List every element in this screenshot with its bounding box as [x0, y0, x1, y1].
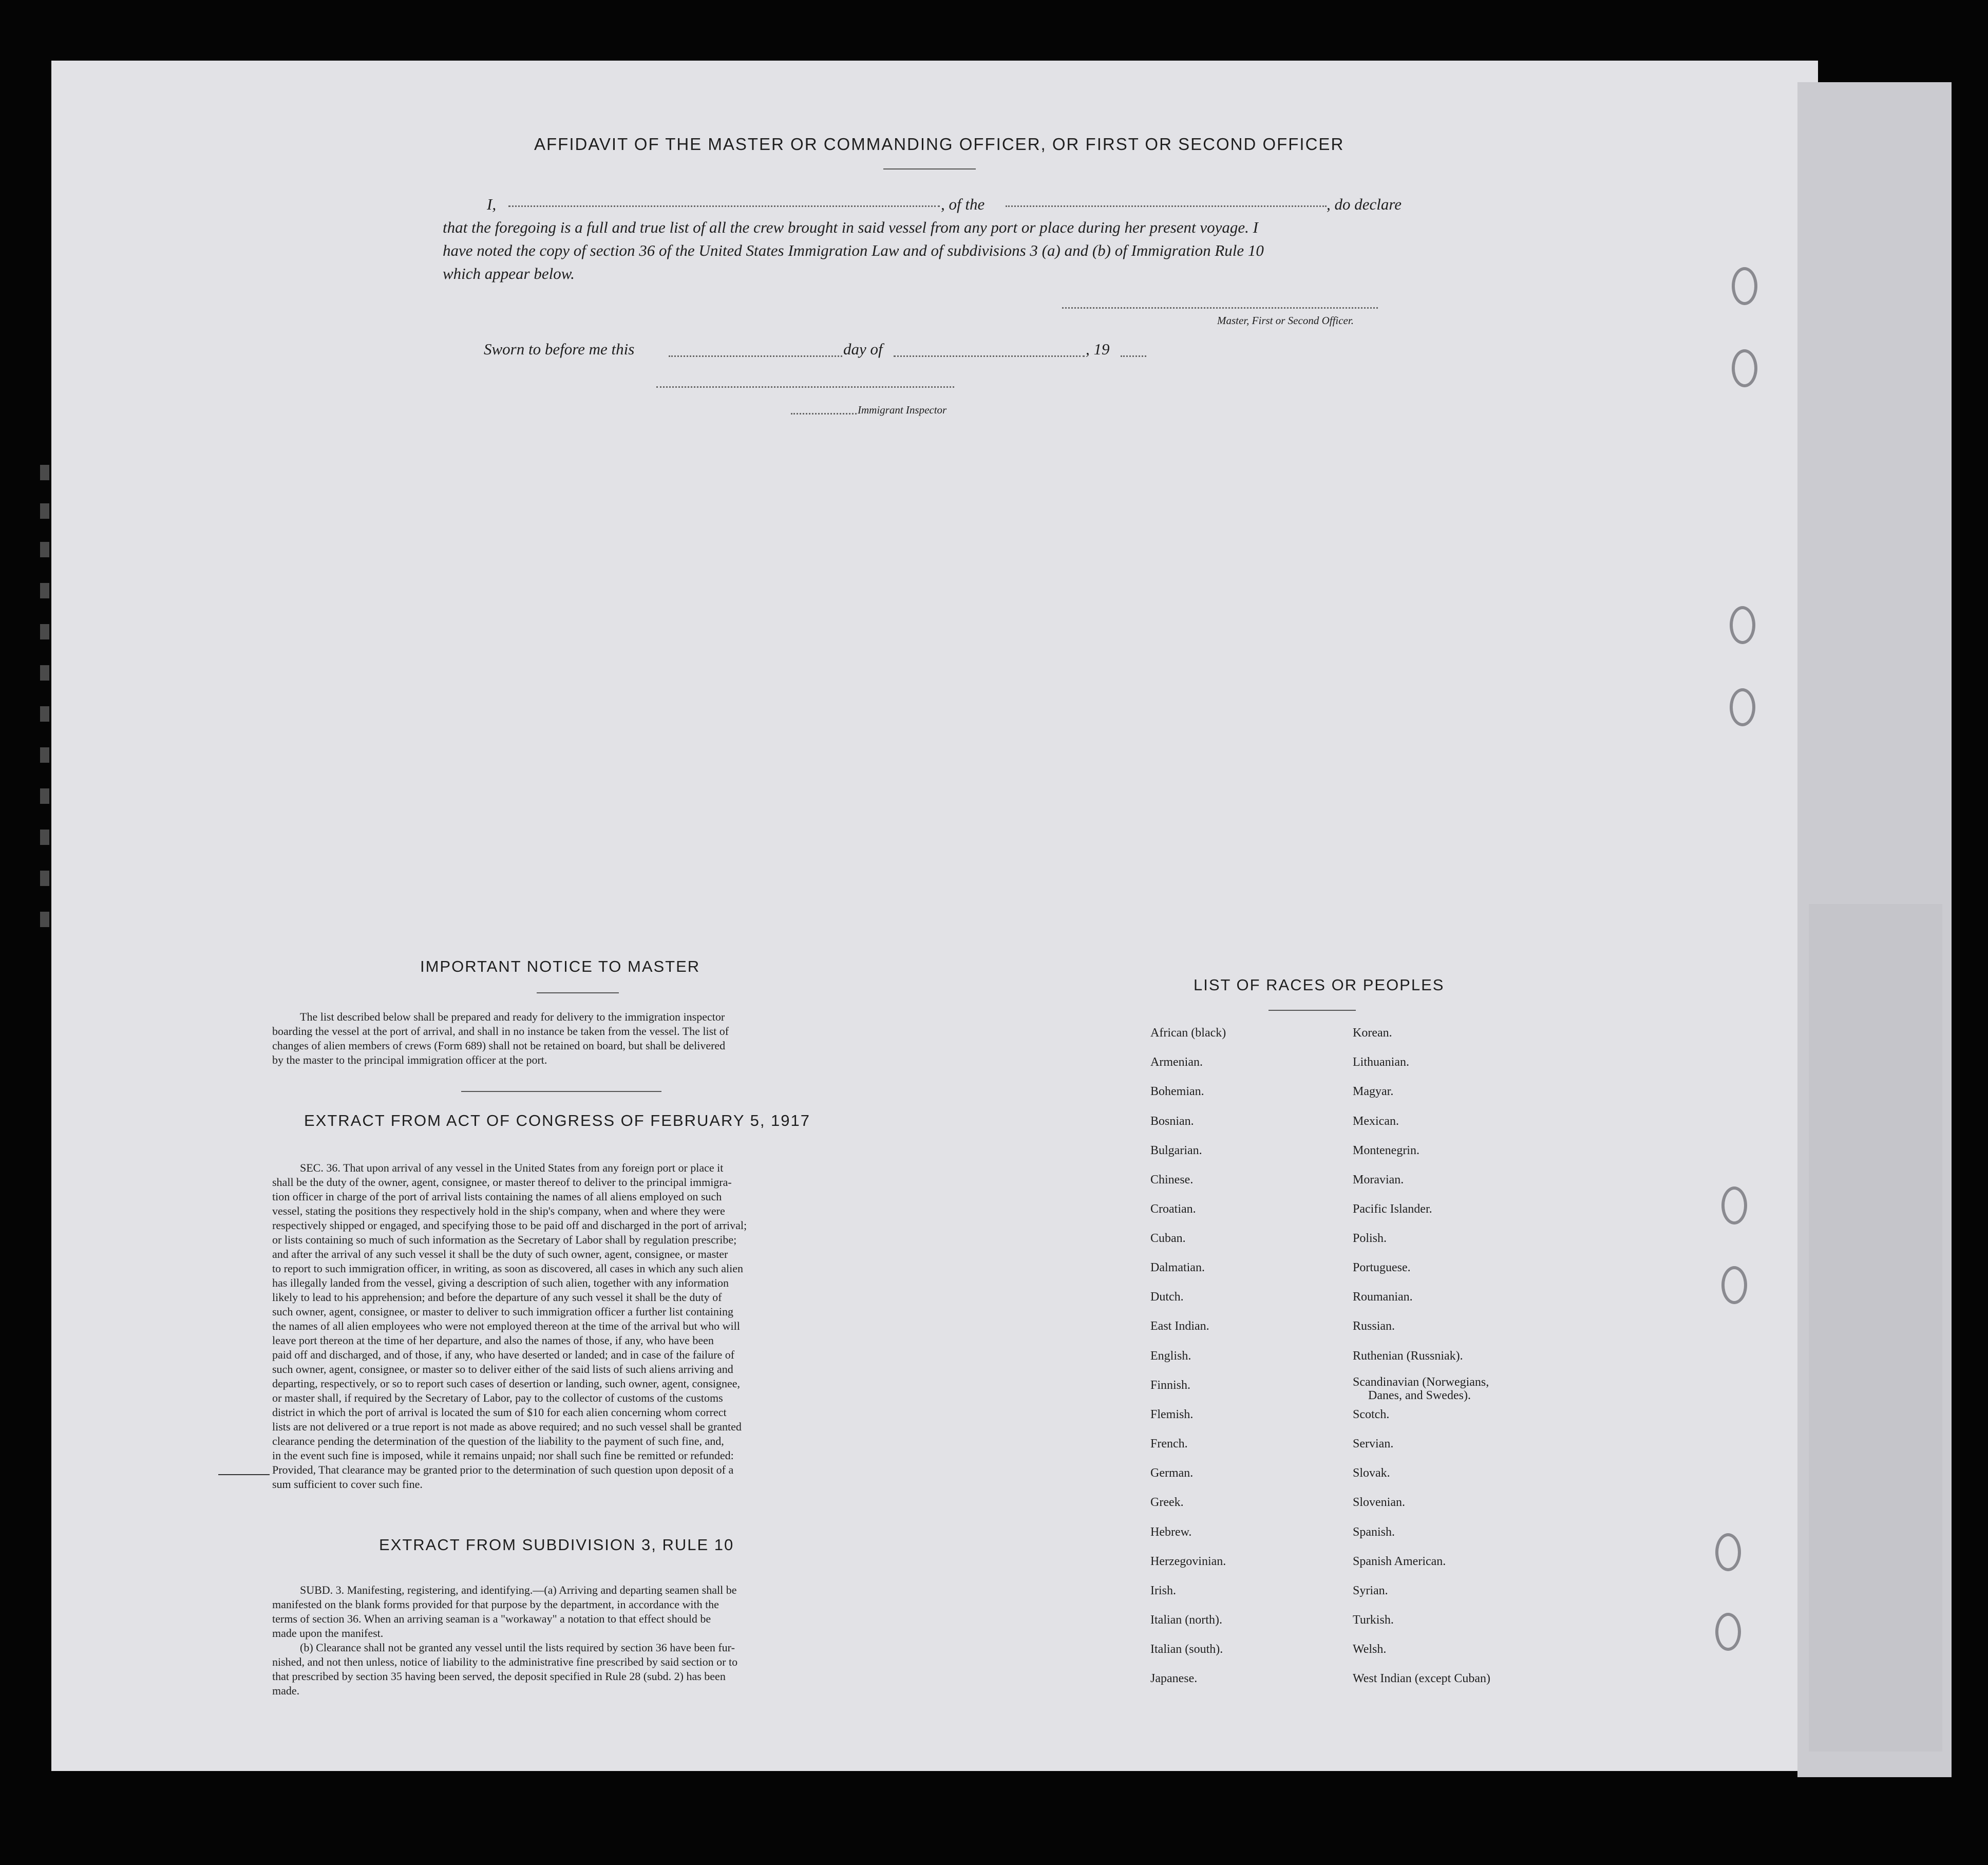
divider [883, 168, 976, 169]
margin-tick [40, 830, 49, 845]
rule-line: nished, and not then unless, notice of liability to the administrative fine prescribed by said section or to [272, 1655, 738, 1668]
race-right: Welsh. [1353, 1643, 1387, 1656]
act-title: EXTRACT FROM ACT OF CONGRESS OF FEBRUARY 5, 1917 [304, 1112, 811, 1129]
inspector-signature-line [656, 386, 954, 388]
race-right: Spanish. [1353, 1525, 1395, 1539]
notice-line: The list described below shall be prepared and ready for delivery to the immigration inspector [300, 1010, 725, 1023]
race-left: Italian (south). [1150, 1643, 1223, 1656]
act-line: departing, respectively, or so to report such cases of desertion or landing, such owner, agent, consignee, [272, 1377, 741, 1390]
act-line: likely to lead to his apprehension; and before the departure of any such vessel it shall be the duty of [272, 1291, 722, 1304]
rule-line: made upon the manifest. [272, 1627, 384, 1640]
race-right: Lithuanian. [1353, 1056, 1409, 1069]
race-right: Scotch. [1353, 1408, 1390, 1421]
race-left: Bohemian. [1150, 1085, 1204, 1098]
act-line: and after the arrival of any such vessel it shall be the duty of such owner, agent, consignee, or master [272, 1248, 728, 1260]
notice-line: changes of alien members of crews (Form 689) shall not be retained on board, but shall be delivered [272, 1039, 726, 1052]
act-line: shall be the duty of the owner, agent, consignee, or master thereof to deliver to the principal immigra- [272, 1176, 732, 1189]
race-left: French. [1150, 1437, 1188, 1450]
affidavit-title: AFFIDAVIT OF THE MASTER OR COMMANDING OFFICER, OR FIRST OR SECOND OFFICER [534, 135, 1345, 154]
act-line: has illegally landed from the vessel, giving a description of such alien, together with any information [272, 1276, 729, 1289]
act-line: leave port thereon at the time of her departure, and also the names of those, if any, who have been [272, 1334, 714, 1347]
act-line: or lists containing so much of such information as the Secretary of Labor shall by regulation prescribe; [272, 1233, 737, 1246]
race-right: Moravian. [1353, 1173, 1404, 1186]
races-title: LIST OF RACES OR PEOPLES [1194, 976, 1445, 994]
act-line: tion officer in charge of the port of arrival lists containing the names of all aliens employed on such [272, 1190, 722, 1203]
race-right: Slovak. [1353, 1466, 1390, 1480]
document-sheet [51, 61, 1818, 1771]
act-line: respectively shipped or engaged, and specifying those to be paid off and discharged in the port of arrival; [272, 1219, 747, 1232]
margin-tick [40, 665, 49, 681]
master-signature-line [1062, 307, 1378, 309]
race-left: Finnish. [1150, 1379, 1191, 1392]
year-label: , 19 [1086, 340, 1110, 358]
binder-hole [1715, 1533, 1741, 1571]
act-line: the names of all alien employees who were not employed thereon at the time of the arrival but who will [272, 1320, 740, 1332]
affidavit-declare-label: , do declare [1327, 195, 1402, 213]
act-body [272, 1161, 747, 1492]
margin-tick [40, 542, 49, 557]
act-line: vessel, stating the positions they respectively hold in the ship's company, when and where they were [272, 1204, 725, 1217]
race-right-continued: Danes, and Swedes). [1368, 1389, 1471, 1402]
race-right: Spanish American. [1353, 1555, 1446, 1568]
act-line: sum sufficient to cover such fine. [272, 1478, 423, 1491]
margin-tick [40, 465, 49, 480]
race-left: Japanese. [1150, 1672, 1198, 1685]
race-right: Ruthenian (Russniak). [1353, 1349, 1463, 1363]
race-right: Magyar. [1353, 1085, 1394, 1098]
race-right: Syrian. [1353, 1584, 1388, 1597]
notice-line: boarding the vessel at the port of arrival, and shall in no instance be taken from the vessel. The list of [272, 1025, 729, 1038]
affidavit-i-label: I, [487, 195, 497, 213]
act-line: district in which the port of arrival is located the sum of $10 for each alien concerning whom correct [272, 1406, 727, 1419]
binder-hole [1721, 1266, 1747, 1304]
rule-body [272, 1583, 737, 1698]
act-line: Provided, That clearance may be granted prior to the determination of such question upon deposit of a [272, 1463, 734, 1476]
race-left: African (black) [1150, 1026, 1226, 1040]
race-right: Mexican. [1353, 1115, 1399, 1128]
divider [461, 1091, 661, 1092]
race-left: German. [1150, 1466, 1194, 1480]
notice-title: IMPORTANT NOTICE TO MASTER [420, 957, 700, 975]
rule-line: manifested on the blank forms provided for that purpose by the department, in accordance with the [272, 1598, 719, 1611]
divider [1268, 1010, 1356, 1011]
margin-tick [40, 871, 49, 886]
binder-hole [1732, 349, 1757, 387]
binder-hole [1721, 1186, 1747, 1225]
act-line: clearance pending the determination of the question of the liability to the payment of such fine, and, [272, 1435, 724, 1447]
affidavit-line-2: have noted the copy of section 36 of the United States Immigration Law and of subdivisions 3 (a) and (b) of Immigration Rule 10 [443, 241, 1264, 259]
race-left: Hebrew. [1150, 1525, 1192, 1539]
margin-tick [40, 503, 49, 519]
race-right: Portuguese. [1353, 1261, 1411, 1274]
race-left: Dutch. [1150, 1290, 1184, 1304]
race-left: East Indian. [1150, 1320, 1209, 1333]
act-line: to report to such immigration officer, in writing, as soon as discovered, all cases in which any such alien [272, 1262, 743, 1275]
race-left: Armenian. [1150, 1056, 1203, 1069]
race-right: Roumanian. [1353, 1290, 1413, 1304]
race-right: Montenegrin. [1353, 1144, 1419, 1157]
act-line: SEC. 36. That upon arrival of any vessel in the United States from any foreign port or place it [300, 1161, 724, 1174]
margin-tick [40, 583, 49, 598]
race-left: Bulgarian. [1150, 1144, 1202, 1157]
race-left: English. [1150, 1349, 1191, 1363]
margin-tick [40, 912, 49, 927]
race-left: Croatian. [1150, 1202, 1196, 1216]
race-right: Scandinavian (Norwegians, [1353, 1376, 1489, 1389]
page-edge-strip-lower [1809, 904, 1942, 1751]
race-right: Servian. [1353, 1437, 1394, 1450]
binder-hole [1715, 1613, 1741, 1651]
race-right: Pacific Islander. [1353, 1202, 1432, 1216]
race-right: Korean. [1353, 1026, 1392, 1040]
act-line: lists are not delivered or a true report is not made as above required; and no such vessel shall be granted [272, 1420, 742, 1433]
race-right: Slovenian. [1353, 1496, 1405, 1509]
affidavit-line-3: which appear below. [443, 265, 575, 282]
affidavit-of-the-label: , of the [941, 195, 985, 213]
race-right: West Indian (except Cuban) [1353, 1672, 1490, 1685]
master-signature-label: Master, First or Second Officer. [1217, 314, 1354, 327]
race-right: Turkish. [1353, 1613, 1394, 1627]
inspector-lead-dots [791, 413, 857, 415]
rule-line: terms of section 36. When an arriving seaman is a "workaway" a notation to that effect should be [272, 1612, 711, 1625]
margin-tick [40, 747, 49, 763]
sworn-month-blank [894, 355, 1085, 357]
race-left: Chinese. [1150, 1173, 1194, 1186]
margin-tick [40, 706, 49, 722]
rule-line: (b) Clearance shall not be granted any vessel until the lists required by section 36 have been fur- [300, 1641, 735, 1654]
year-blank [1121, 355, 1146, 357]
act-line: such owner, agent, consignee, or master to deliver to such immigration officer a further list containing [272, 1305, 734, 1318]
binder-hole [1732, 267, 1757, 305]
race-left: Greek. [1150, 1496, 1184, 1509]
binder-hole [1730, 606, 1755, 644]
binder-hole [1730, 688, 1755, 726]
divider [537, 992, 619, 993]
act-line: such owner, agent, consignee, or master so to deliver either of the said lists of such aliens arriving and [272, 1363, 733, 1376]
notice-body [272, 1010, 729, 1067]
race-left: Italian (north). [1150, 1613, 1222, 1627]
race-right: Russian. [1353, 1320, 1395, 1333]
margin-tick [40, 624, 49, 639]
rule-title: EXTRACT FROM SUBDIVISION 3, RULE 10 [379, 1536, 734, 1554]
act-line: paid off and discharged, and of those, if any, who have deserted or landed; and in case of the failure of [272, 1348, 735, 1361]
rule-line: that prescribed by section 35 having been served, the deposit specified in Rule 28 (subd. 2) has been [272, 1670, 726, 1683]
inspector-label: Immigrant Inspector [858, 404, 947, 416]
rule-line: made. [272, 1684, 300, 1697]
margin-pen-mark [218, 1474, 270, 1475]
margin-tick [40, 788, 49, 804]
affidavit-line-1: that the foregoing is a full and true list of all the crew brought in said vessel from any port or place during her present voyage. I [443, 218, 1259, 236]
sworn-day-blank [669, 355, 842, 357]
race-left: Flemish. [1150, 1408, 1194, 1421]
name-blank [508, 205, 940, 207]
race-left: Cuban. [1150, 1232, 1186, 1245]
act-line: in the event such fine is imposed, while it remains unpaid; nor shall such fine be remitted or refunded: [272, 1449, 734, 1462]
sworn-label: Sworn to before me this [484, 340, 635, 358]
race-left: Irish. [1150, 1584, 1176, 1597]
act-line: or master shall, if required by the Secretary of Labor, pay to the collector of customs of the customs [272, 1391, 723, 1404]
notice-line: by the master to the principal immigration officer at the port. [272, 1053, 547, 1066]
race-left: Herzegovinian. [1150, 1555, 1226, 1568]
vessel-blank [1006, 205, 1327, 207]
race-left: Dalmatian. [1150, 1261, 1205, 1274]
rule-line: SUBD. 3. Manifesting, registering, and identifying.—(a) Arriving and departing seamen shall be [300, 1584, 737, 1596]
day-of-label: day of [843, 340, 883, 358]
race-right: Polish. [1353, 1232, 1387, 1245]
race-left: Bosnian. [1150, 1115, 1194, 1128]
